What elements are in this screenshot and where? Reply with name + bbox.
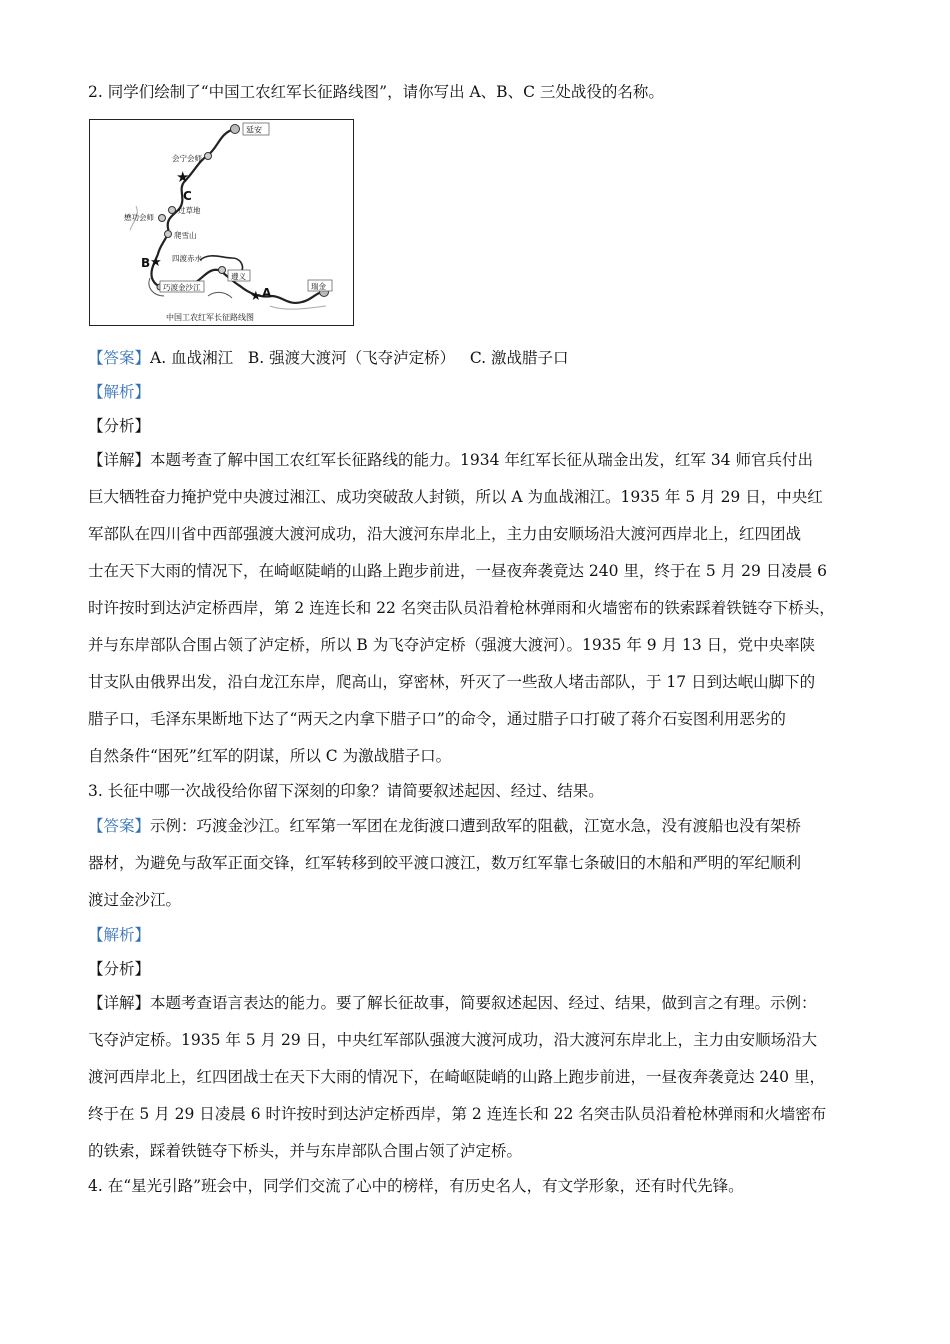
q2-detail-line-0	[88, 450, 813, 470]
q2-detail-text-0: 本题考查了解中国工农红军长征路线的能力。1934 年红军长征从瑞金出发，红军 34 师官兵付出	[150, 451, 813, 469]
q2-detail-line-2: 军部队在四川省中西部强渡大渡河成功，沿大渡河东岸北上，主力由安顺场沿大渡河西岸北上，红四团战	[88, 525, 802, 543]
q2-detail-line-4: 时许按时到达泸定桥西岸，第 2 连连长和 22 名突击队员沿着枪林弹雨和火墙密布的铁索踩着铁链夺下桥头，	[88, 599, 835, 617]
q3-answer-line-2: 渡过金沙江。	[88, 891, 182, 909]
q3-answer-text-0: 示例：巧渡金沙江。红军第一军团在龙街渡口遭到敌军的阻截，江宽水急，没有渡船也没有架桥	[150, 817, 802, 835]
label-jinsha: 巧渡金沙江	[163, 283, 201, 292]
xueshan-dot	[165, 231, 172, 238]
q2-detail-line-1: 巨大牺牲奋力掩护党中央渡过湘江、成功突破敌人封锁，所以 A 为血战湘江。1935 年 5 月 29 日，中央红	[88, 488, 823, 506]
q3-answer-tag: 【答案】	[88, 817, 151, 835]
q4-question: 4. 在“星光引路”班会中，同学们交流了心中的榜样，有历史名人，有文学形象，还有时代先锋。	[88, 1177, 744, 1195]
label-caodi: 过草地	[178, 206, 201, 215]
label-yanan: 延安	[246, 125, 262, 135]
long-march-map	[89, 119, 354, 326]
q2-fenxi-tag: 【分析】	[88, 417, 151, 435]
caodi-dot	[169, 207, 176, 214]
q3-detail-tag: 【详解】	[88, 994, 151, 1012]
label-huining: 会宁会师	[172, 154, 202, 163]
huining-dot	[205, 153, 212, 160]
q3-detail-line-0	[88, 993, 817, 1013]
label-ruijin: 瑞金	[311, 282, 326, 291]
q2-detail-line-7: 腊子口，毛泽东果断地下达了“两天之内拿下腊子口”的命令，通过腊子口打破了蒋介石妄图利用恶劣的	[88, 710, 786, 728]
label-xueshan: 爬雪山	[174, 231, 197, 240]
q2-detail-line-3: 士在天下大雨的情况下，在崎岖陡峭的山路上跑步前进，一昼夜奔袭竟达 240 里，终于在 5 月 29 日凌晨 6	[88, 562, 828, 580]
q2-answer	[88, 348, 569, 368]
q3-jiexi-tag: 【解析】	[88, 926, 151, 944]
label-chishui: 四渡赤水	[172, 254, 202, 263]
label-a: A	[262, 286, 272, 300]
q3-detail-line-4: 的铁索，踩着铁链夺下桥头，并与东岸部队合围占领了泸定桥。	[88, 1142, 523, 1160]
zunyi-dot	[219, 267, 226, 274]
yanan-dot	[231, 125, 240, 134]
q2-answer-text: A. 血战湘江 B. 强渡大渡河（飞夺泸定桥） C. 激战腊子口	[150, 349, 569, 367]
river-line-2	[208, 292, 232, 298]
q3-detail-line-2: 渡河西岸北上，红四团战士在天下大雨的情况下，在崎岖陡峭的山路上跑步前进，一昼夜奔袭竟达 240 里，	[88, 1068, 825, 1086]
q3-detail-text-0: 本题考查语言表达的能力。要了解长征故事，简要叙述起因、经过、结果，做到言之有理。示例：	[150, 994, 817, 1012]
q2-answer-tag: 【答案】	[88, 349, 151, 367]
q3-question: 3. 长征中哪一次战役给你留下深刻的印象？请简要叙述起因、经过、结果。	[88, 782, 604, 800]
q2-detail-tag: 【详解】	[88, 451, 151, 469]
label-c: C	[183, 189, 192, 203]
q2-jiexi-tag: 【解析】	[88, 383, 151, 401]
map-caption: 中国工农红军长征路线图	[166, 313, 254, 322]
label-b: B	[141, 256, 151, 270]
label-zunyi: 遵义	[231, 272, 246, 281]
q2-question: 2. 同学们绘制了“中国工农红军长征路线图”，请你写出 A、B、C 三处战役的名称。	[88, 83, 664, 101]
q3-fenxi-tag: 【分析】	[88, 960, 151, 978]
q2-detail-line-8: 自然条件“困死”红军的阴谋，所以 C 为激战腊子口。	[88, 747, 452, 765]
q2-detail-line-5: 并与东岸部队合围占领了泸定桥，所以 B 为飞夺泸定桥（强渡大渡河）。1935 年 9 月 13 日，党中央率陕	[88, 636, 816, 654]
battle-a-star: ★	[250, 289, 262, 304]
q3-answer-line-0	[88, 816, 801, 836]
q3-detail-line-3: 终于在 5 月 29 日凌晨 6 时许按时到达泸定桥西岸，第 2 连连长和 22 名突击队员沿着枪林弹雨和火墙密布	[88, 1105, 827, 1123]
q3-answer-line-1: 器材，为避免与敌军正面交锋，红军转移到皎平渡口渡江，数万红军靠七条破旧的木船和严明的军纪顺利	[88, 854, 802, 872]
map-drawing	[90, 120, 353, 325]
q2-detail-line-6: 甘支队由俄界出发，沿白龙江东岸，爬高山，穿密林，歼灭了一些敌人堵击部队，于 17 日到达岷山脚下的	[88, 673, 816, 691]
maogong-dot	[159, 215, 166, 222]
label-maogong: 懋功会师	[124, 213, 154, 222]
battle-c-star: ★	[176, 168, 190, 186]
battle-b-star: ★	[150, 255, 162, 270]
q3-detail-line-1: 飞夺泸定桥。1935 年 5 月 29 日，中央红军部队强渡大渡河成功，沿大渡河东岸北上，主力由安顺场沿大	[88, 1031, 818, 1049]
terrain-line-2	[270, 306, 326, 309]
